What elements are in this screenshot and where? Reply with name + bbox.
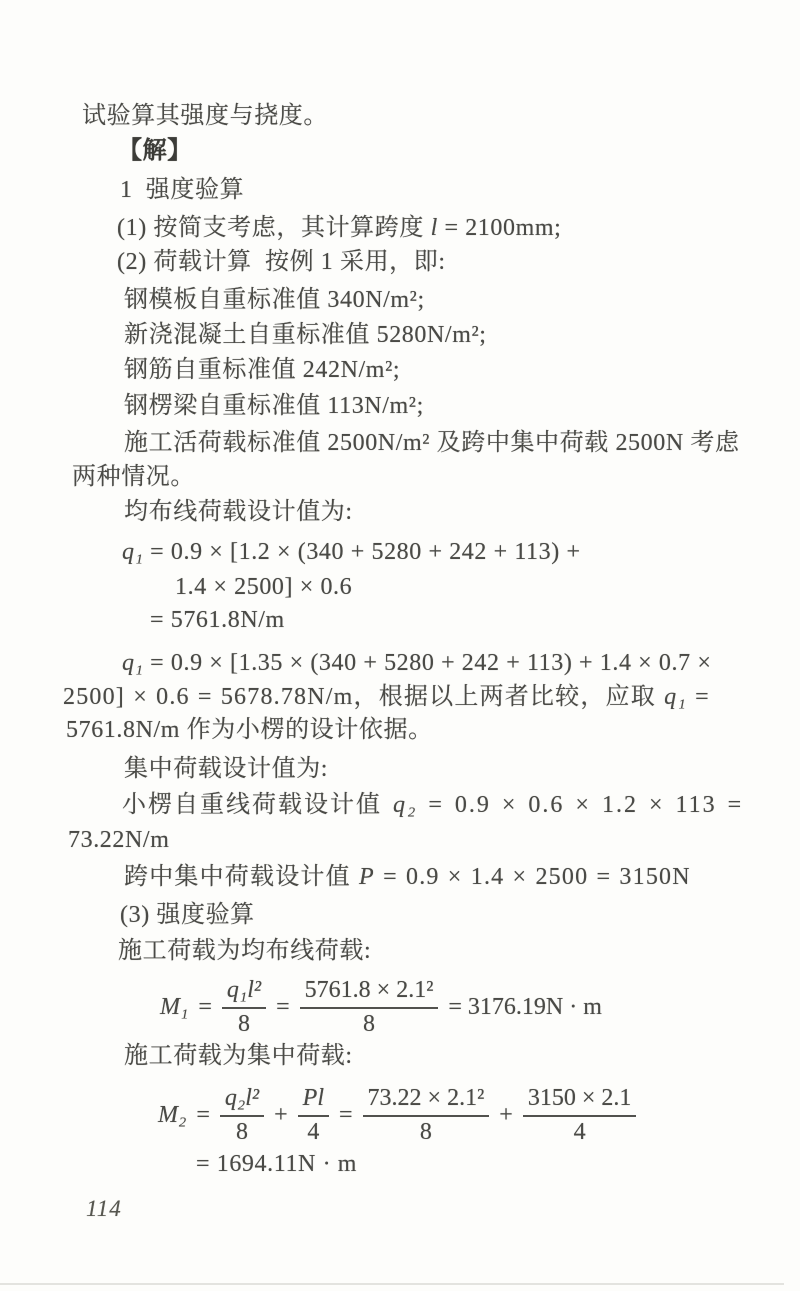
scan-edge-line	[0, 1283, 784, 1285]
fraction	[363, 1085, 490, 1146]
fraction-numerator: Pl	[298, 1085, 329, 1117]
text-run: 小楞自重线荷载设计值	[122, 792, 393, 818]
fraction-numerator: q₂l²	[220, 1085, 264, 1117]
formula-m1	[160, 975, 602, 1039]
fraction	[222, 977, 266, 1038]
math-var: M₂	[158, 1101, 187, 1128]
text-line: (2) 荷载计算 按例 1 采用，即:	[117, 249, 446, 275]
math-var: M₁	[160, 993, 189, 1020]
fraction-numerator: q₁l²	[222, 977, 266, 1009]
text-line: 钢楞梁自重标准值 113N/m²;	[124, 393, 424, 419]
fraction-numerator: 3150 × 2.1	[523, 1085, 637, 1117]
math-var: q₂	[393, 792, 418, 818]
plus-sign: +	[274, 1101, 288, 1128]
page-number: 114	[86, 1196, 122, 1221]
math-var: q₁	[122, 539, 144, 565]
text-run: = 0.9 × [1.2 × (340 + 5280 + 242 + 113) +	[143, 539, 581, 565]
text-line	[63, 682, 710, 712]
equation-line: = 5761.8N/m	[150, 607, 285, 633]
equation-line: 1.4 × 2500] × 0.6	[175, 574, 353, 600]
equation-line	[124, 862, 691, 892]
text-run: = 0.9 × 1.4 × 2500 = 3150N	[374, 864, 691, 890]
fraction	[298, 1085, 329, 1146]
formula-result: = 3176.19N · m	[448, 993, 602, 1020]
section-heading: (3) 强度验算	[120, 902, 255, 928]
text-line: 均布线荷载设计值为:	[124, 499, 353, 525]
text-line: 施工荷载为集中荷载:	[124, 1043, 353, 1069]
equals-sign: =	[196, 1101, 210, 1128]
text-line: 5761.8N/m 作为小楞的设计依据。	[66, 717, 433, 743]
math-var: q₁	[122, 650, 144, 676]
text-run: (1) 按简支考虑，其计算跨度	[117, 215, 431, 241]
math-var: l	[430, 215, 438, 241]
equation-line	[122, 790, 743, 820]
text-run: =	[686, 684, 710, 710]
text-line: 集中荷载设计值为:	[124, 756, 329, 782]
fraction-denominator: 8	[419, 1118, 432, 1145]
fraction-numerator: 73.22 × 2.1²	[363, 1085, 490, 1117]
solution-label: 【解】	[118, 138, 192, 164]
fraction-denominator: 8	[236, 1118, 248, 1145]
text-line: 试验算其强度与挠度。	[82, 103, 328, 129]
formula-m2	[158, 1083, 636, 1147]
equation-line	[122, 648, 711, 678]
text-line: 新浇混凝土自重标准值 5280N/m²;	[124, 322, 487, 348]
text-run: = 2100mm;	[437, 215, 562, 241]
math-var: q₁	[664, 684, 687, 710]
equals-sign: =	[276, 993, 290, 1020]
formula-result: = 1694.11N · m	[196, 1151, 358, 1177]
fraction-denominator: 8	[363, 1010, 376, 1037]
fraction-numerator: 5761.8 × 2.1²	[300, 977, 439, 1009]
text-line: 钢模板自重标准值 340N/m²;	[124, 287, 425, 313]
equals-sign: =	[198, 993, 212, 1020]
text-run: = 0.9 × 0.6 × 1.2 × 113 =	[417, 792, 744, 818]
math-var: P	[359, 864, 375, 890]
text-line: 施工活荷载标准值 2500N/m² 及跨中集中荷载 2500N 考虑	[124, 430, 740, 456]
text-line	[117, 213, 561, 243]
text-run: 跨中集中荷载设计值	[124, 864, 359, 890]
text-run: = 0.9 × [1.35 × (340 + 5280 + 242 + 113) + 1.4 × 0.7 ×	[143, 650, 712, 676]
text-line: 施工荷载为均布线荷载:	[118, 938, 372, 964]
text-run: 2500] × 0.6 = 5678.78N/m，根据以上两者比较，应取	[63, 684, 665, 710]
section-heading: 1 强度验算	[120, 177, 245, 203]
equation-line	[122, 537, 581, 567]
equals-sign: =	[338, 1101, 353, 1128]
equation-line: 73.22N/m	[68, 827, 170, 853]
text-line: 钢筋自重标准值 242N/m²;	[124, 357, 401, 383]
fraction-denominator: 4	[307, 1118, 320, 1145]
fraction-denominator: 4	[573, 1118, 586, 1145]
fraction	[523, 1085, 637, 1146]
fraction	[300, 977, 439, 1038]
plus-sign: +	[499, 1101, 513, 1128]
fraction-denominator: 8	[238, 1010, 250, 1037]
fraction	[220, 1085, 264, 1146]
text-line: 两种情况。	[72, 464, 195, 490]
